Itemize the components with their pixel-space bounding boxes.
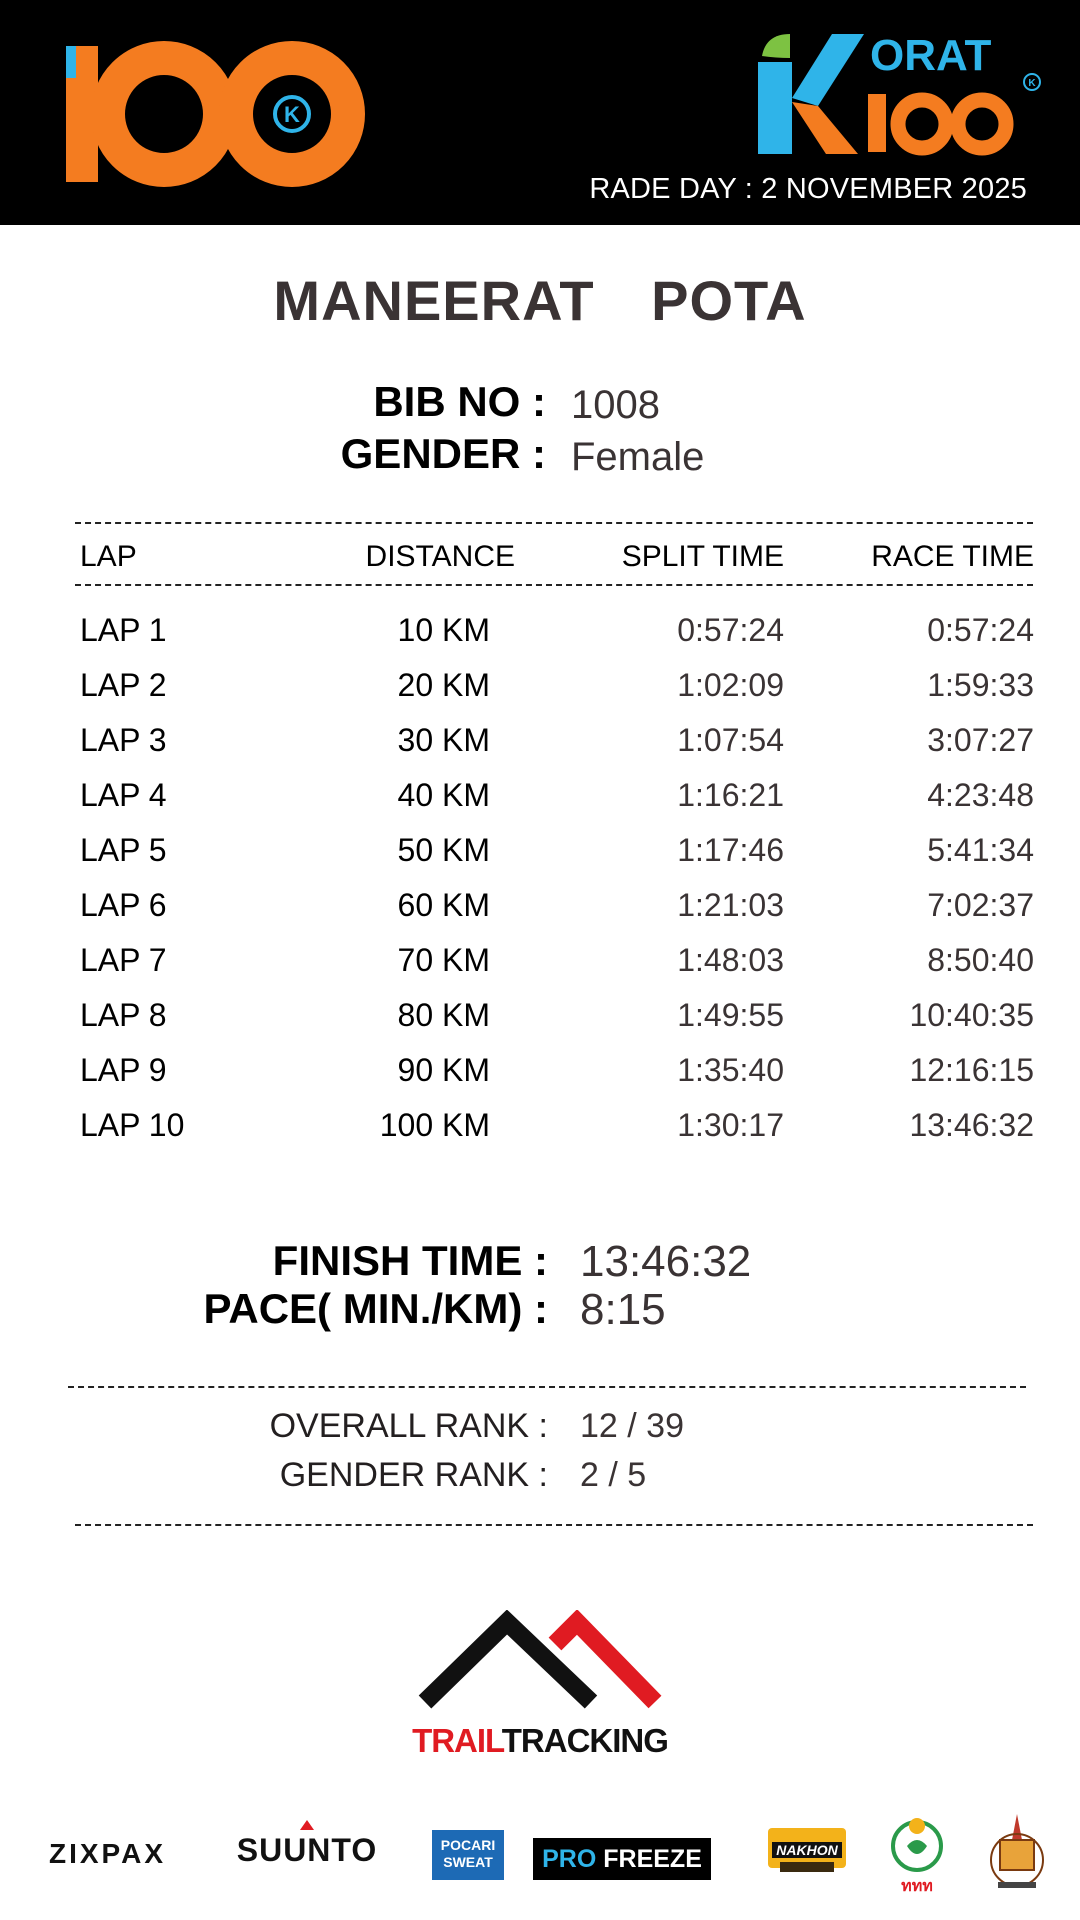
table-row: [0, 667, 1080, 717]
trail-text-red: TRAIL: [412, 1722, 502, 1759]
header-banner: [0, 0, 1080, 225]
lap-distance: 10 KM: [397, 612, 490, 648]
pro-freeze-logo: [533, 1838, 711, 1880]
table-row: [0, 887, 1080, 937]
lap-distance: 40 KM: [397, 777, 490, 813]
lap-name: LAP 6: [80, 887, 167, 923]
lap-distance: 70 KM: [397, 942, 490, 978]
bib-label: BIB NO :: [373, 378, 546, 425]
lap-split-time: 1:35:40: [677, 1052, 784, 1088]
pro-text: PRO: [542, 1845, 597, 1873]
table-row: [0, 777, 1080, 827]
sponsor-bar: [0, 1800, 1080, 1900]
province-seal-icon: [986, 1810, 1048, 1894]
pocari-sweat-logo: [432, 1830, 504, 1880]
bib-value: 1008: [571, 383, 660, 427]
gender-rank-value: 2 / 5: [580, 1456, 647, 1494]
gender-row: [0, 430, 1080, 480]
divider-line: [75, 522, 1033, 524]
lap-name: LAP 9: [80, 1052, 167, 1088]
runner-name: MANEERAT POTA: [273, 269, 807, 332]
divider-line: [75, 584, 1033, 586]
divider-line: [75, 1524, 1033, 1526]
nakhon-text: NAKHON: [776, 1842, 838, 1858]
suunto-logo: [232, 1818, 382, 1878]
lap-race-time: 8:50:40: [927, 942, 1034, 978]
table-row: [0, 1052, 1080, 1102]
lap-distance: 20 KM: [397, 667, 490, 703]
tat-text: ททท: [901, 1878, 933, 1895]
lap-race-time: 13:46:32: [909, 1107, 1034, 1143]
lap-split-time: 1:49:55: [677, 997, 784, 1033]
lap-race-time: 3:07:27: [927, 722, 1034, 758]
lap-distance: 30 KM: [397, 722, 490, 758]
finish-time-row: [0, 1237, 1080, 1287]
table-row: [0, 1107, 1080, 1157]
lap-distance: 100 KM: [379, 1107, 490, 1143]
korat-100-wordmark-logo: [752, 28, 1052, 158]
lap-race-time: 10:40:35: [909, 997, 1034, 1033]
lap-race-time: 0:57:24: [927, 612, 1034, 648]
lap-race-time: 12:16:15: [909, 1052, 1034, 1088]
lap-name: LAP 8: [80, 997, 167, 1033]
lap-name: LAP 7: [80, 942, 167, 978]
pace-value: 8:15: [580, 1285, 666, 1334]
logo-badge-text: K: [284, 102, 300, 127]
lap-distance: 90 KM: [397, 1052, 490, 1088]
nakhon-ratchasima-logo: [762, 1822, 852, 1882]
lap-race-time: 5:41:34: [927, 832, 1034, 868]
lap-name: LAP 2: [80, 667, 167, 703]
table-row: [0, 722, 1080, 772]
divider-line: [68, 1386, 1026, 1388]
suunto-text: SUUNTO: [236, 1832, 378, 1868]
logo-orat-text: ORAT: [870, 31, 992, 80]
pocari-text-2: SWEAT: [443, 1854, 493, 1870]
logo-registered-badge: K: [1028, 78, 1036, 89]
lap-race-time: 1:59:33: [927, 667, 1034, 703]
header-lap: LAP: [80, 540, 137, 573]
finish-time-label: FINISH TIME :: [272, 1237, 548, 1284]
table-row: [0, 832, 1080, 882]
table-row: [0, 997, 1080, 1047]
pace-row: [0, 1285, 1080, 1335]
lap-split-time: 1:07:54: [677, 722, 784, 758]
lap-race-time: 4:23:48: [927, 777, 1034, 813]
zixpax-logo: ZIXPAX: [49, 1838, 167, 1869]
lap-split-time: 1:16:21: [677, 777, 784, 813]
lap-split-time: 0:57:24: [677, 612, 784, 648]
trail-text-black: TRACKING: [501, 1722, 668, 1759]
overall-rank-label: OVERALL RANK :: [269, 1407, 548, 1445]
header-distance: DISTANCE: [365, 540, 515, 573]
freeze-text: FREEZE: [603, 1845, 702, 1873]
lap-split-time: 1:17:46: [677, 832, 784, 868]
table-row: [0, 612, 1080, 662]
overall-rank-value: 12 / 39: [580, 1407, 684, 1445]
lap-split-time: 1:21:03: [677, 887, 784, 923]
lap-name: LAP 4: [80, 777, 167, 813]
lap-distance: 50 KM: [397, 832, 490, 868]
pace-label: PACE( MIN./KM) :: [203, 1285, 548, 1332]
gender-value: Female: [571, 435, 705, 479]
korat-100-logo: [62, 40, 372, 190]
gender-rank-row: [0, 1456, 1080, 1500]
lap-name: LAP 10: [80, 1107, 185, 1143]
tat-logo: [885, 1812, 949, 1894]
bib-row: [0, 378, 1080, 428]
pocari-text-1: POCARI: [440, 1837, 496, 1853]
lap-name: LAP 5: [80, 832, 167, 868]
overall-rank-row: [0, 1407, 1080, 1451]
race-day-text: RADE DAY : 2 NOVEMBER 2025: [589, 173, 1027, 205]
lap-name: LAP 1: [80, 612, 167, 648]
table-row: [0, 942, 1080, 992]
tat-emblem-icon: [885, 1812, 949, 1882]
lap-split-time: 1:30:17: [677, 1107, 784, 1143]
gender-rank-label: GENDER RANK :: [279, 1456, 548, 1494]
lap-distance: 80 KM: [397, 997, 490, 1033]
suunto-triangle-icon: [232, 1818, 382, 1832]
trailtracking-wordmark: [0, 1722, 1080, 1760]
lap-race-time: 7:02:37: [927, 887, 1034, 923]
lap-name: LAP 3: [80, 722, 167, 758]
header-split-time: SPLIT TIME: [621, 540, 784, 573]
lap-split-time: 1:48:03: [677, 942, 784, 978]
gender-label: GENDER :: [340, 430, 546, 477]
lap-split-time: 1:02:09: [677, 667, 784, 703]
finish-time-value: 13:46:32: [580, 1237, 752, 1286]
lap-distance: 60 KM: [397, 887, 490, 923]
header-race-time: RACE TIME: [871, 540, 1034, 573]
